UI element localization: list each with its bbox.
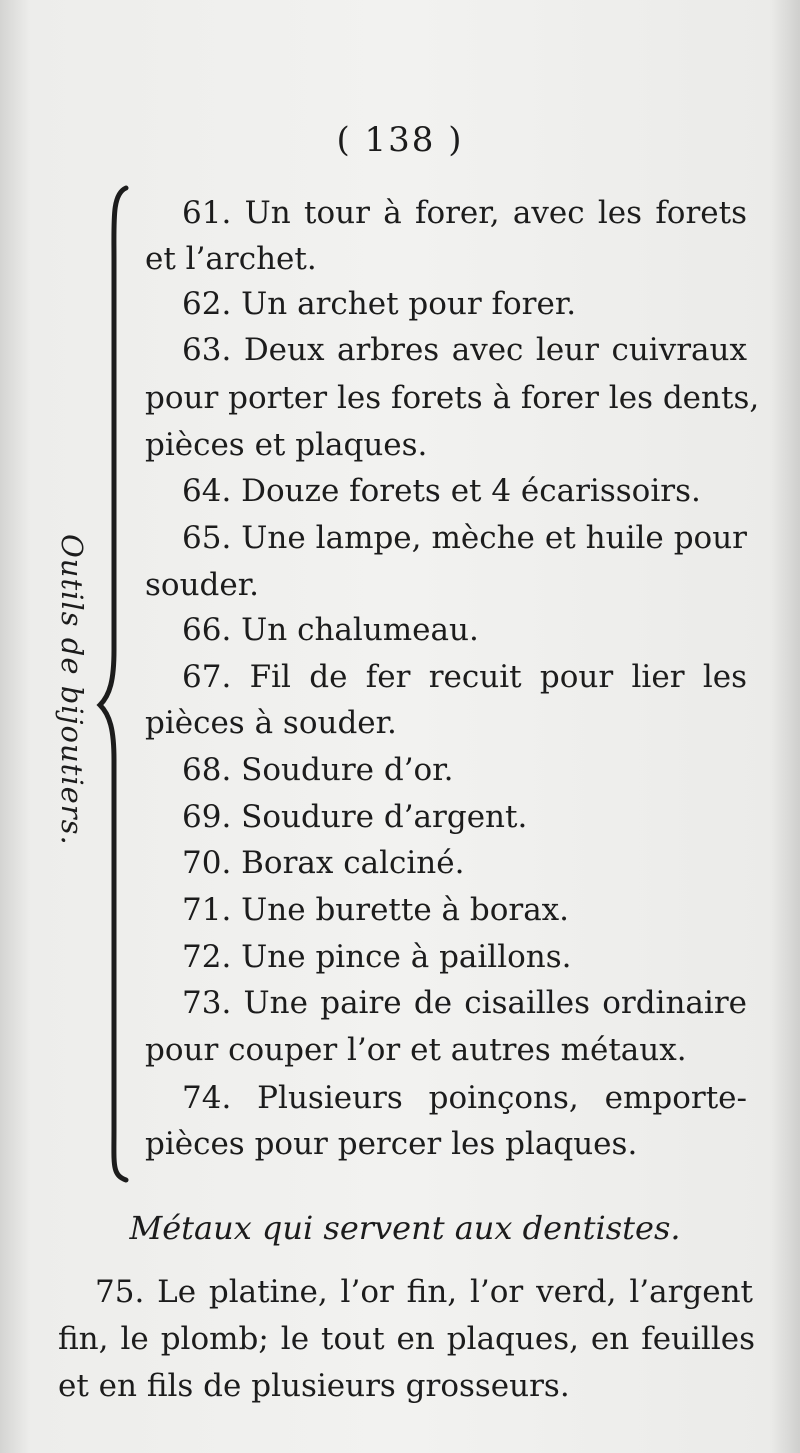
page-number: ( 138 )	[336, 120, 464, 160]
section-heading: Métaux qui servent aux dentistes.	[129, 1209, 681, 1247]
list-item-67: 67. Fil de fer recuit pour lier les	[182, 659, 747, 695]
list-item-62: 62. Un archet pour forer.	[182, 286, 577, 322]
list-item-61: 61. Un tour à forer, avec les forets	[182, 195, 747, 231]
list-item-72: 72. Une pince à paillons.	[182, 939, 572, 975]
list-item-70: 70. Borax calciné.	[182, 845, 465, 881]
paragraph-75-line-3: et en fils de plusieurs grosseurs.	[58, 1368, 570, 1404]
list-item-63: 63. Deux arbres avec leur cuivraux	[182, 332, 747, 368]
paragraph-75-line-1: 75. Le platine, l’or fin, l’or verd, l’argent	[95, 1274, 753, 1310]
list-item-74: 74. Plusieurs poinçons, emporte-	[182, 1080, 747, 1116]
list-item-73-cont: pour couper l’or et autres métaux.	[145, 1032, 687, 1068]
list-item-71: 71. Une burette à borax.	[182, 892, 570, 928]
list-item-63-cont-1: pour porter les forets à forer les dents,	[145, 380, 760, 416]
side-label: Outils de bijoutiers.	[55, 534, 89, 846]
list-item-69: 69. Soudure d’argent.	[182, 799, 528, 835]
list-item-66: 66. Un chalumeau.	[182, 612, 479, 648]
list-item-61-cont: et l’archet.	[145, 241, 317, 277]
paragraph-75-line-2: fin, le plomb; le tout en plaques, en feuilles	[58, 1321, 755, 1357]
list-item-64: 64. Douze forets et 4 écarissoirs.	[182, 473, 701, 509]
list-item-67-cont: pièces à souder.	[145, 705, 397, 741]
list-item-65-cont: souder.	[145, 567, 259, 603]
list-item-73: 73. Une paire de cisailles ordinaire	[182, 985, 747, 1021]
list-item-68: 68. Soudure d’or.	[182, 752, 454, 788]
list-item-74-cont: pièces pour percer les plaques.	[145, 1126, 638, 1162]
curly-brace-icon	[96, 180, 136, 1185]
list-item-63-cont-2: pièces et plaques.	[145, 427, 428, 463]
list-item-65: 65. Une lampe, mèche et huile pour	[182, 520, 747, 556]
